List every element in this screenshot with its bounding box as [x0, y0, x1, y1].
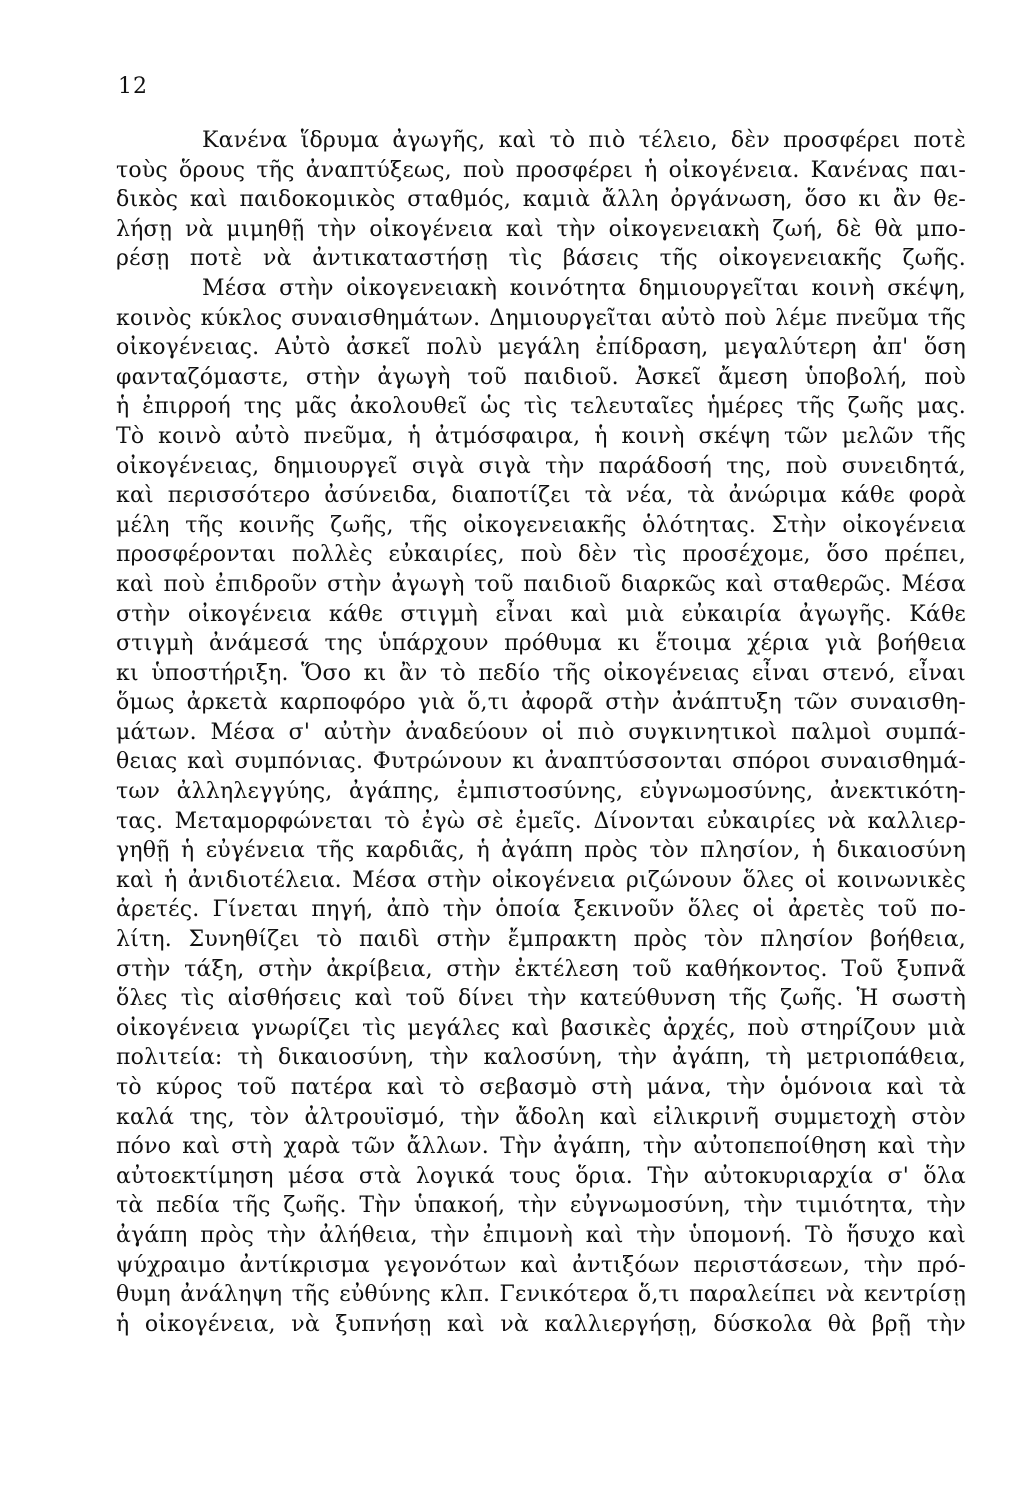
- text-line: γηθῇ ἡ εὐγένεια τῆς καρδιᾶς, ἡ ἀγάπη πρὸς τὸν πλησίον, ἡ δικαιοσύνη: [116, 838, 966, 864]
- text-line: οἰκογένειας. Αὐτὸ ἀσκεῖ πολὺ μεγάλη ἐπίδραση, μεγαλύτερη ἀπ' ὅση: [116, 335, 966, 361]
- text-line: στιγμὴ ἀνάμεσά της ὑπάρχουν πρόθυμα κι ἕτοιμα χέρια γιὰ βοήθεια: [116, 631, 966, 657]
- text-line: κι ὑποστήριξη. Ὅσο κι ἂν τὸ πεδίο τῆς οἰκογένειας εἶναι στενό, εἶναι: [116, 660, 966, 686]
- page-number: 12: [118, 74, 148, 99]
- text-line: στὴν οἰκογένεια κάθε στιγμὴ εἶναι καὶ μιὰ εὐκαιρία ἀγωγῆς. Κάθε: [116, 601, 966, 627]
- text-line: καλά της, τὸν ἀλτρουϊσμό, τὴν ἄδολη καὶ εἰλικρινῆ συμμετοχὴ στὸν: [116, 1104, 966, 1130]
- text-line: ὅλες τὶς αἰσθήσεις καὶ τοῦ δίνει τὴν κατεύθυνση τῆς ζωῆς. Ἡ σωστὴ: [116, 986, 966, 1012]
- text-line: καὶ ποὺ ἐπιδροῦν στὴν ἀγωγὴ τοῦ παιδιοῦ διαρκῶς καὶ σταθερῶς. Μέσα: [116, 571, 966, 597]
- text-line: δικὸς καὶ παιδοκομικὸς σταθμός, καμιὰ ἄλλη ὀργάνωση, ὅσο κι ἂν θε-: [116, 187, 966, 213]
- text-line: ἡ οἰκογένεια, νὰ ξυπνήσῃ καὶ νὰ καλλιεργήσῃ, δύσκολα θὰ βρῇ τὴν: [116, 1311, 966, 1337]
- text-line: Μέσα στὴν οἰκογενειακὴ κοινότητα δημιουργεῖται κοινὴ σκέψη,: [202, 275, 966, 301]
- text-line: Κανένα ἵδρυμα ἀγωγῆς, καὶ τὸ πιὸ τέλειο, δὲν προσφέρει ποτὲ: [202, 128, 966, 153]
- text-line: θειας καὶ συμπόνιας. Φυτρώνουν κι ἀναπτύσσονται σπόροι συναισθημά-: [116, 749, 966, 775]
- text-line: στὴν τάξη, στὴν ἀκρίβεια, στὴν ἐκτέλεση τοῦ καθήκοντος. Τοῦ ξυπνᾶ: [116, 956, 966, 982]
- text-line: των ἀλληλεγγύης, ἀγάπης, ἐμπιστοσύνης, εὐγνωμοσύνης, ἀνεκτικότη-: [116, 779, 966, 805]
- text-line: ψύχραιμο ἀντίκρισμα γεγονότων καὶ ἀντιξόων περιστάσεων, τὴν πρό-: [116, 1252, 966, 1278]
- text-line: τὰ πεδία τῆς ζωῆς. Τὴν ὑπακοή, τὴν εὐγνωμοσύνη, τὴν τιμιότητα, τὴν: [116, 1193, 966, 1219]
- text-line: καὶ περισσότερο ἀσύνειδα, διαποτίζει τὰ νέα, τὰ ἀνώριμα κάθε φορὰ: [116, 483, 966, 509]
- text-line: Τὸ κοινὸ αὐτὸ πνεῦμα, ἡ ἀτμόσφαιρα, ἡ κοινὴ σκέψη τῶν μελῶν τῆς: [116, 423, 966, 449]
- text-line: ὅμως ἀρκετὰ καρποφόρο γιὰ ὅ,τι ἀφορᾶ στὴν ἀνάπτυξη τῶν συναισθη-: [116, 690, 966, 716]
- text-line: τας. Μεταμορφώνεται τὸ ἐγὼ σὲ ἐμεῖς. Δίνονται εὐκαιρίες νὰ καλλιερ-: [116, 808, 966, 834]
- text-line: ἡ ἐπιρροή της μᾶς ἀκολουθεῖ ὡς τὶς τελευταῖες ἡμέρες τῆς ζωῆς μας.: [116, 394, 966, 420]
- text-line: πολιτεία: τὴ δικαιοσύνη, τὴν καλοσύνη, τὴν ἀγάπη, τὴ μετριοπάθεια,: [116, 1045, 966, 1071]
- text-line: αὐτοεκτίμηση μέσα στὰ λογικά τους ὅρια. Τὴν αὐτοκυριαρχία σ' ὅλα: [116, 1163, 966, 1189]
- text-line: οἰκογένειας, δημιουργεῖ σιγὰ σιγὰ τὴν παράδοσή της, ποὺ συνειδητά,: [116, 453, 966, 479]
- text-line: οἰκογένεια γνωρίζει τὶς μεγάλες καὶ βασικὲς ἀρχές, ποὺ στηρίζουν μιὰ: [116, 1015, 966, 1041]
- text-line: τὸ κύρος τοῦ πατέρα καὶ τὸ σεβασμὸ στὴ μάνα, τὴν ὁμόνοια καὶ τὰ: [116, 1075, 966, 1100]
- text-line: τοὺς ὅρους τῆς ἀναπτύξεως, ποὺ προσφέρει ἡ οἰκογένεια. Κανένας παι-: [116, 157, 966, 183]
- body-text: [116, 126, 966, 1339]
- text-line: μάτων. Μέσα σ' αὐτὴν ἀναδεύουν οἱ πιὸ συγκινητικοὶ παλμοὶ συμπά-: [116, 719, 966, 745]
- text-line: θυμη ἀνάληψη τῆς εὐθύνης κλπ. Γενικότερα ὅ,τι παραλείπει νὰ κεντρίσῃ: [116, 1282, 966, 1308]
- text-line: ἀγάπη πρὸς τὴν ἀλήθεια, τὴν ἐπιμονὴ καὶ τὴν ὑπομονή. Τὸ ἥσυχο καὶ: [116, 1222, 966, 1248]
- text-line: λήσῃ νὰ μιμηθῇ τὴν οἰκογένεια καὶ τὴν οἰκογενειακὴ ζωή, δὲ θὰ μπο-: [116, 216, 966, 242]
- text-line: ἀρετές. Γίνεται πηγή, ἀπὸ τὴν ὁποία ξεκινοῦν ὅλες οἱ ἀρετὲς τοῦ πο-: [116, 897, 966, 923]
- text-line: πόνο καὶ στὴ χαρὰ τῶν ἄλλων. Τὴν ἀγάπη, τὴν αὐτοπεποίθηση καὶ τὴν: [116, 1134, 966, 1160]
- text-line: μέλη τῆς κοινῆς ζωῆς, τῆς οἰκογενειακῆς ὁλότητας. Στὴν οἰκογένεια: [116, 512, 966, 538]
- text-line: προσφέρονται πολλὲς εὐκαιρίες, ποὺ δὲν τὶς προσέχομε, ὅσο πρέπει,: [116, 542, 966, 568]
- text-line: φανταζόμαστε, στὴν ἀγωγὴ τοῦ παιδιοῦ. Ἀσκεῖ ἄμεση ὑποβολή, ποὺ: [116, 364, 966, 390]
- text-line: λίτη. Συνηθίζει τὸ παιδὶ στὴν ἔμπρακτη πρὸς τὸν πλησίον βοήθεια,: [116, 927, 966, 953]
- text-line: καὶ ἡ ἀνιδιοτέλεια. Μέσα στὴν οἰκογένεια ριζώνουν ὅλες οἱ κοινωνικὲς: [116, 867, 966, 893]
- text-line: κοινὸς κύκλος συναισθημάτων. Δημιουργεῖται αὐτὸ ποὺ λέμε πνεῦμα τῆς: [116, 305, 966, 331]
- text-line: ρέσῃ ποτὲ νὰ ἀντικαταστήσῃ τὶς βάσεις τῆς οἰκογενειακῆς ζωῆς.: [116, 246, 966, 272]
